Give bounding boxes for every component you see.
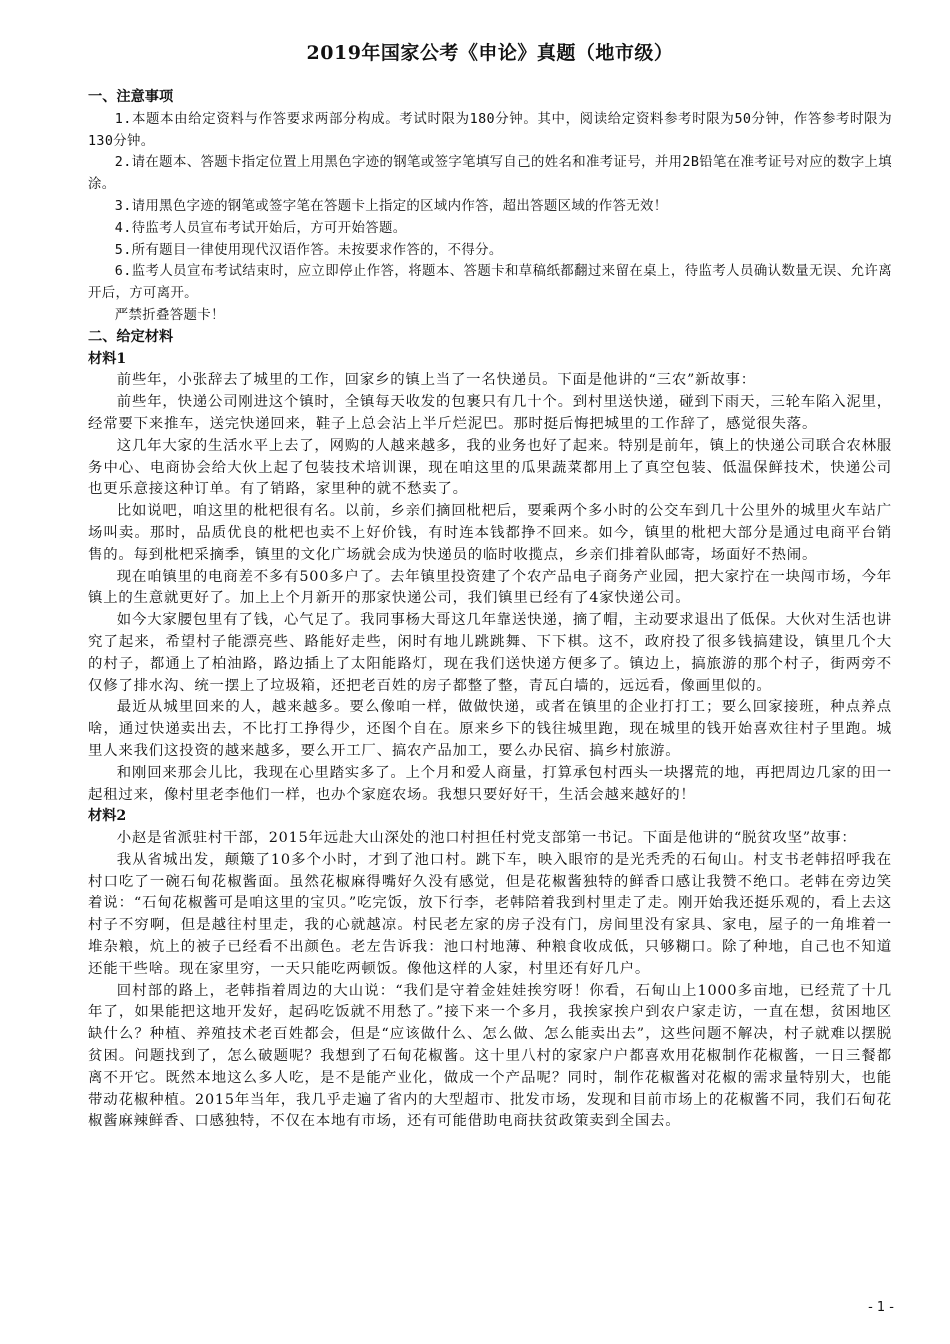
material-paragraph: 最近从城里回来的人，越来越多。要么像咱一样，做做快递，或者在镇里的企业打打工；要么回家接班，种点养点啥，通过快递卖出去，不比打工挣得少，还图个自在。原来乡下的钱往城里跑，现在城里的钱开始喜欢往村子里跑。城里人来我们这投资的越来越多，要么开工厂、搞农产品加工，要么办民宿、搞乡村旅游。 [88, 699, 892, 759]
notice-item: 严禁折叠答题卡！ [114, 307, 225, 323]
material-paragraph: 我从省城出发，颠簸了10多个小时，才到了池口村。跳下车，映入眼帘的是光秃秃的石甸山。村支书老韩招呼我在村口吃了一碗石甸花椒酱面。虽然花椒麻得嘴好久没有感觉，但是花椒酱独特的鲜香口感让我赞不绝口。老韩在旁边笑着说：“石甸花椒酱可是咱这里的宝贝。”吃完饭，放下行李，老韩陪着我到村里走了走。刚开始我还挺乐观的，看上去这村子不穷啊，但是越往村里走，我的心就越凉。村民老左家的房子没有门，房间里没有家具、家电，屋子的一角堆着一堆杂粮，炕上的被子已经看不出颜色。老左告诉我：池口村地薄、种粮食收成低，只够糊口。除了种地，自己也不知道还能干些啥。现在家里穷，一天只能吃两顿饭。像他这样的人家，村里还有好几户。 [88, 851, 892, 977]
material-paragraph: 如今大家腰包里有了钱，心气足了。我同事杨大哥这几年靠送快递，摘了帽，主动要求退出了低保。大伙对生活也讲究了起来，希望村子能漂亮些、路能好走些，闲时有地儿跳跳舞、下下棋。这不，政府投了很多钱搞建设，镇里几个大的村子，都通上了柏油路，路边插上了太阳能路灯，现在我们送快递方便多了。镇边上，搞旅游的那个村子，街两旁不仅修了排水沟、统一摆上了垃圾箱，还把老百姓的房子都整了整，青瓦白墙的，远远看，像画里似的。 [88, 612, 892, 694]
section-heading: 二、给定材料 [88, 328, 174, 345]
section-heading: 一、注意事项 [88, 89, 174, 105]
notice-item: 1.本题本由给定资料与作答要求两部分构成。考试时限为180分钟。其中，阅读给定资料参考时限为50分钟，作答参考时限为130分钟。 [88, 111, 892, 149]
material-paragraph: 现在咱镇里的电商差不多有500多户了。去年镇里投资建了个农产品电子商务产业园，把大家拧在一块闯市场，今年镇上的生意就更好了。加上上个月新开的那家快递公司，我们镇里已经有了4家快递公司。 [88, 568, 892, 607]
material-paragraph: 比如说吧，咱这里的枇杷很有名。以前，乡亲们摘回枇杷后，要乘两个多小时的公交车到几十公里外的城里火车站广场叫卖。那时，品质优良的枇杷也卖不上好价钱，有时连本钱都挣不回来。如今，镇里的枇杷大部分是通过电商平台销售的。每到枇杷采摘季，镇里的文化广场就会成为快递员的临时收揽点，乡亲们排着队邮寄，场面好不热闹。 [88, 503, 892, 563]
material-heading: 材料2 [88, 808, 127, 825]
notice-item: 3.请用黑色字迹的钢笔或签字笔在答题卡上指定的区域内作答，超出答题区域的作答无效！ [114, 198, 668, 214]
material-paragraph: 前些年，快递公司刚进这个镇时，全镇每天收发的包裹只有几十个。到村里送快递，碰到下雨天，三轮车陷入泥里，经常要下来推车，送完快递回来，鞋子上总会沾上半斤烂泥巴。那时挺后悔把城里的工作辞了，感觉很失落。 [88, 394, 892, 432]
document-page [88, 38, 892, 1133]
section-notice [88, 87, 892, 327]
notice-item: 6.监考人员宣布考试结束时，应立即停止作答，将题本、答题卡和草稿纸都翻过来留在桌上，待监考人员确认数量无误、允许离开后，方可离开。 [88, 264, 892, 302]
notice-item: 5.所有题目一律使用现代汉语作答。未按要求作答的，不得分。 [114, 242, 503, 258]
material-heading: 材料1 [88, 350, 127, 367]
page-number: - 1 - [868, 1300, 894, 1315]
notice-item: 2.请在题本、答题卡指定位置上用黑色字迹的钢笔或签字笔填写自己的姓名和准考证号，并用2B铅笔在准考证号对应的数字上填涂。 [88, 155, 892, 193]
material-paragraph: 小赵是省派驻村干部，2015年远赴大山深处的池口村担任村党支部第一书记。下面是他讲的“脱贫攻坚”故事： [116, 830, 857, 847]
notice-item: 4.待监考人员宣布考试开始后，方可开始答题。 [114, 220, 407, 236]
material-paragraph: 前些年，小张辞去了城里的工作，回家乡的镇上当了一名快递员。下面是他讲的“三农”新故事： [116, 372, 756, 389]
material-paragraph: 回村部的路上，老韩指着周边的大山说：“我们是守着金娃娃挨穷呀！你看，石甸山上1000多亩地，已经荒了十几年了，如果能把这地开发好，起码吃饭就不用愁了。”接下来一个多月，我挨家挨户到农户家走访，一直在想，贫困地区缺什么？种植、养殖技术老百姓都会，但是“应该做什么、怎么做、怎么能卖出去”，这些问题不解决，村子就难以摆脱贫困。问题找到了，怎么破题呢？我想到了石甸花椒酱。这十里八村的家家户户都喜欢用花椒制作花椒酱，一日三餐都离不开它。既然本地这么多人吃，是不是能产业化，做成一个产品呢？同时，制作花椒酱对花椒的需求量特别大，也能带动花椒种植。2015年当年，我几乎走遍了省内的大型超市、批发市场，发现和目前市场上的花椒酱不同，我们石甸花椒酱麻辣鲜香、口感独特，不仅在本地有市场，还有可能借助电商扶贫政策卖到全国去。 [88, 982, 892, 1130]
section-materials [88, 327, 892, 1133]
material-paragraph: 这几年大家的生活水平上去了，网购的人越来越多，我的业务也好了起来。特别是前年，镇上的快递公司联合农林服务中心、电商协会给大伙上起了包装技术培训课，现在咱这里的瓜果蔬菜都用上了真空包装、低温保鲜技术，快递公司也更乐意接这种订单。有了销路，家里种的就不愁卖了。 [88, 437, 892, 498]
material-paragraph: 和刚回来那会儿比，我现在心里踏实多了。上个月和爱人商量，打算承包村西头一块撂荒的地，再把周边几家的田一起租过来，像村里老李他们一样，也办个家庭农场。我想只要好好干，生活会越来越好的！ [88, 764, 892, 803]
document-title: 2019年国家公考《申论》真题（地市级） [306, 42, 674, 64]
